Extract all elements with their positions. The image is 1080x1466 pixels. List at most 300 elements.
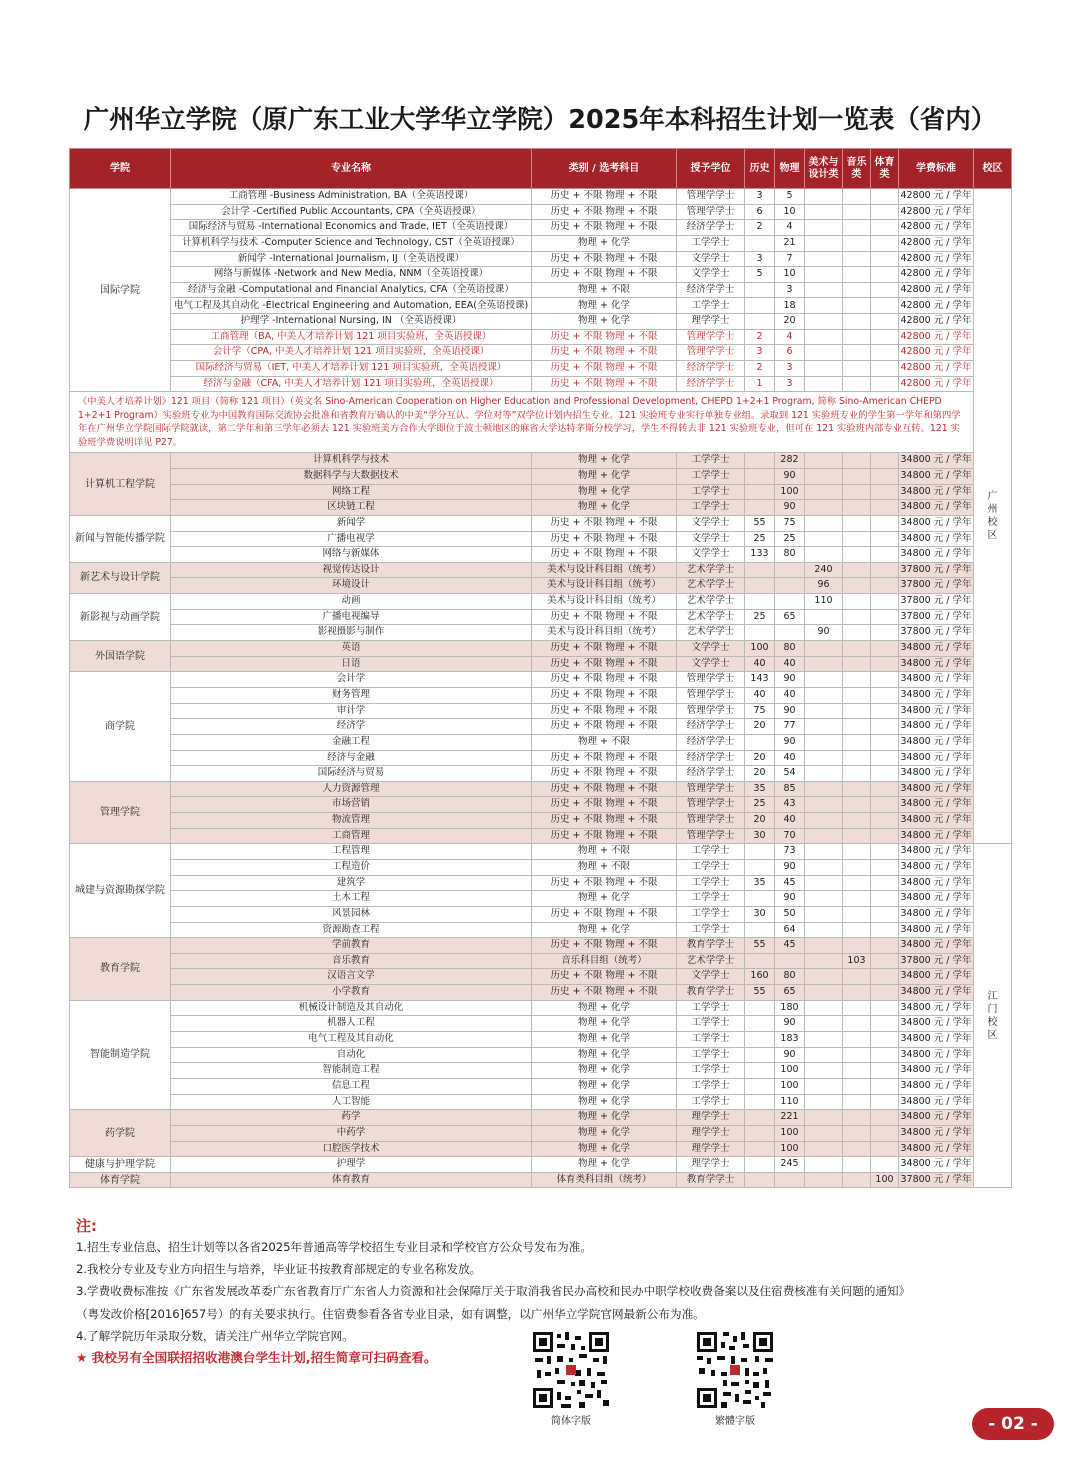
fee-cell: 42800 元 / 学年 — [899, 235, 974, 251]
music-count-cell — [843, 938, 871, 954]
major-cell: 体育教育 — [171, 1172, 532, 1188]
major-cell: 工商管理 -Business Administration, BA（全英语授课） — [171, 189, 532, 205]
table-row — [70, 251, 1012, 267]
music-count-cell — [843, 703, 871, 719]
physics-count-cell: 100 — [775, 1078, 805, 1094]
history-count-cell — [745, 1032, 775, 1048]
qr-icon — [531, 1330, 611, 1410]
degree-cell: 工学学士 — [677, 453, 745, 469]
table-row — [70, 1078, 1012, 1094]
table-row — [70, 953, 1012, 969]
fee-cell: 42800 元 / 学年 — [899, 189, 974, 205]
category-cell: 历史 + 不限 物理 + 不限 — [532, 641, 677, 657]
music-count-cell — [843, 687, 871, 703]
art-count-cell — [805, 235, 843, 251]
pe-count-cell — [871, 875, 899, 891]
table-row — [70, 1125, 1012, 1141]
major-cell: 会计学 — [171, 672, 532, 688]
category-cell: 历史 + 不限 物理 + 不限 — [532, 189, 677, 205]
music-count-cell — [843, 314, 871, 330]
history-count-cell — [745, 578, 775, 594]
degree-cell: 工学学士 — [677, 922, 745, 938]
art-count-cell — [805, 547, 843, 563]
history-count-cell — [745, 484, 775, 500]
physics-count-cell: 100 — [775, 1063, 805, 1079]
art-count-cell — [805, 1110, 843, 1126]
pe-count-cell — [871, 329, 899, 345]
major-cell: 建筑学 — [171, 875, 532, 891]
art-count-cell — [805, 468, 843, 484]
pe-count-cell — [871, 625, 899, 641]
degree-cell: 工学学士 — [677, 1047, 745, 1063]
pe-count-cell — [871, 220, 899, 236]
major-cell: 工商管理（BA, 中美人才培养计划 121 项目实验班，全英语授课） — [171, 329, 532, 345]
music-count-cell — [843, 376, 871, 392]
category-cell: 物理 + 不限 — [532, 844, 677, 860]
pe-count-cell — [871, 687, 899, 703]
physics-count-cell: 21 — [775, 235, 805, 251]
art-count-cell — [805, 1172, 843, 1188]
history-count-cell: 160 — [745, 969, 775, 985]
table-row — [70, 906, 1012, 922]
physics-count-cell: 100 — [775, 1141, 805, 1157]
pe-count-cell — [871, 1047, 899, 1063]
note-item-3-cont: （粤发改价格[2016]657号）的有关要求执行。住宿费参看各省专业目录，如有调整，以广州华立学院官网最新公布为准。 — [76, 1306, 705, 1321]
art-count-cell — [805, 781, 843, 797]
table-row — [70, 844, 1012, 860]
physics-count-cell: 110 — [775, 1094, 805, 1110]
pe-count-cell — [871, 719, 899, 735]
category-cell: 物理 + 化学 — [532, 500, 677, 516]
art-count-cell — [805, 641, 843, 657]
table-row — [70, 766, 1012, 782]
physics-count-cell: 5 — [775, 189, 805, 205]
major-cell: 网络工程 — [171, 484, 532, 500]
major-cell: 财务管理 — [171, 687, 532, 703]
qr-code-simplified[interactable] — [531, 1330, 611, 1410]
table-row — [70, 515, 1012, 531]
physics-count-cell: 40 — [775, 687, 805, 703]
physics-count-cell: 90 — [775, 891, 805, 907]
category-cell: 物理 + 不限 — [532, 734, 677, 750]
table-row — [70, 314, 1012, 330]
art-count-cell — [805, 609, 843, 625]
fee-cell: 42800 元 / 学年 — [899, 204, 974, 220]
fee-cell: 34800 元 / 学年 — [899, 687, 974, 703]
art-count-cell — [805, 1078, 843, 1094]
art-count-cell — [805, 1016, 843, 1032]
fee-cell: 34800 元 / 学年 — [899, 828, 974, 844]
degree-cell: 经济学学士 — [677, 220, 745, 236]
pe-count-cell — [871, 468, 899, 484]
category-cell: 物理 + 化学 — [532, 922, 677, 938]
major-cell: 网络与新媒体 -Network and New Media, NNM（全英语授课） — [171, 267, 532, 283]
major-cell: 会计学 -Certified Public Accountants, CPA（全英语授课） — [171, 204, 532, 220]
column-header: 专业名称 — [171, 149, 532, 189]
category-cell: 历史 + 不限 物理 + 不限 — [532, 656, 677, 672]
degree-cell: 管理学学士 — [677, 189, 745, 205]
art-count-cell — [805, 969, 843, 985]
physics-count-cell — [775, 625, 805, 641]
major-cell: 土木工程 — [171, 891, 532, 907]
music-count-cell — [843, 875, 871, 891]
category-cell: 物理 + 化学 — [532, 1000, 677, 1016]
degree-cell: 理学学士 — [677, 1141, 745, 1157]
history-count-cell: 3 — [745, 189, 775, 205]
fee-cell: 37800 元 / 学年 — [899, 953, 974, 969]
fee-cell: 37800 元 / 学年 — [899, 562, 974, 578]
fee-cell: 42800 元 / 学年 — [899, 361, 974, 377]
pe-count-cell — [871, 1000, 899, 1016]
pe-count-cell — [871, 906, 899, 922]
pe-count-cell — [871, 813, 899, 829]
category-cell: 物理 + 化学 — [532, 235, 677, 251]
pe-count-cell — [871, 969, 899, 985]
physics-count-cell: 10 — [775, 204, 805, 220]
fee-cell: 42800 元 / 学年 — [899, 376, 974, 392]
pe-count-cell — [871, 1094, 899, 1110]
table-row — [70, 594, 1012, 610]
physics-count-cell: 50 — [775, 906, 805, 922]
major-cell: 新闻学 -International Journalism, IJ（全英语授课） — [171, 251, 532, 267]
art-count-cell — [805, 750, 843, 766]
college-cell: 计算机工程学院 — [70, 453, 171, 516]
art-count-cell — [805, 314, 843, 330]
table-row — [70, 547, 1012, 563]
fee-cell: 34800 元 / 学年 — [899, 484, 974, 500]
category-cell: 历史 + 不限 物理 + 不限 — [532, 938, 677, 954]
physics-count-cell: 18 — [775, 298, 805, 314]
history-count-cell: 133 — [745, 547, 775, 563]
history-count-cell — [745, 859, 775, 875]
history-count-cell: 20 — [745, 750, 775, 766]
table-row — [70, 329, 1012, 345]
physics-count-cell: 90 — [775, 859, 805, 875]
pe-count-cell — [871, 235, 899, 251]
category-cell: 物理 + 化学 — [532, 298, 677, 314]
table-row — [70, 361, 1012, 377]
history-count-cell: 1 — [745, 376, 775, 392]
music-count-cell — [843, 859, 871, 875]
degree-cell: 经济学学士 — [677, 376, 745, 392]
fee-cell: 34800 元 / 学年 — [899, 500, 974, 516]
music-count-cell — [843, 515, 871, 531]
fee-cell: 42800 元 / 学年 — [899, 267, 974, 283]
campus-cell-jiangmen — [974, 844, 1012, 1188]
major-cell: 护理学 — [171, 1157, 532, 1173]
qr-code-traditional[interactable] — [695, 1330, 775, 1410]
music-count-cell — [843, 844, 871, 860]
physics-count-cell: 25 — [775, 531, 805, 547]
degree-cell: 工学学士 — [677, 500, 745, 516]
physics-count-cell: 65 — [775, 609, 805, 625]
college-cell: 教育学院 — [70, 938, 171, 1001]
music-count-cell — [843, 361, 871, 377]
art-count-cell — [805, 1032, 843, 1048]
major-cell: 小学教育 — [171, 985, 532, 1001]
history-count-cell — [745, 1157, 775, 1173]
category-cell: 历史 + 不限 物理 + 不限 — [532, 985, 677, 1001]
college-cell: 体育学院 — [70, 1172, 171, 1188]
physics-count-cell: 4 — [775, 329, 805, 345]
table-row — [70, 656, 1012, 672]
major-cell: 新闻学 — [171, 515, 532, 531]
art-count-cell — [805, 500, 843, 516]
music-count-cell — [843, 797, 871, 813]
pe-count-cell — [871, 1032, 899, 1048]
music-count-cell — [843, 220, 871, 236]
music-count-cell — [843, 594, 871, 610]
degree-cell: 工学学士 — [677, 1032, 745, 1048]
degree-cell: 文学学士 — [677, 969, 745, 985]
physics-count-cell: 90 — [775, 1016, 805, 1032]
music-count-cell — [843, 1000, 871, 1016]
table-row — [70, 484, 1012, 500]
fee-cell: 34800 元 / 学年 — [899, 859, 974, 875]
major-cell: 国际经济与贸易 — [171, 766, 532, 782]
art-count-cell — [805, 1000, 843, 1016]
pe-count-cell — [871, 1157, 899, 1173]
category-cell: 物理 + 化学 — [532, 314, 677, 330]
history-count-cell: 20 — [745, 719, 775, 735]
college-cell: 健康与护理学院 — [70, 1157, 171, 1173]
fee-cell: 34800 元 / 学年 — [899, 1141, 974, 1157]
history-count-cell: 20 — [745, 766, 775, 782]
major-cell: 资源勘查工程 — [171, 922, 532, 938]
degree-cell: 文学学士 — [677, 641, 745, 657]
pe-count-cell — [871, 656, 899, 672]
major-cell: 口腔医学技术 — [171, 1141, 532, 1157]
pe-count-cell — [871, 251, 899, 267]
table-row — [70, 235, 1012, 251]
history-count-cell — [745, 1094, 775, 1110]
major-cell: 学前教育 — [171, 938, 532, 954]
fee-cell: 34800 元 / 学年 — [899, 531, 974, 547]
table-row — [70, 531, 1012, 547]
category-cell: 物理 + 不限 — [532, 859, 677, 875]
art-count-cell — [805, 220, 843, 236]
music-count-cell — [843, 1157, 871, 1173]
major-cell: 人力资源管理 — [171, 781, 532, 797]
fee-cell: 34800 元 / 学年 — [899, 468, 974, 484]
history-count-cell: 35 — [745, 781, 775, 797]
category-cell: 历史 + 不限 物理 + 不限 — [532, 345, 677, 361]
physics-count-cell: 70 — [775, 828, 805, 844]
table-row — [70, 189, 1012, 205]
music-count-cell — [843, 251, 871, 267]
history-count-cell — [745, 953, 775, 969]
degree-cell: 理学学士 — [677, 1110, 745, 1126]
major-cell: 数据科学与大数据技术 — [171, 468, 532, 484]
table-row — [70, 1000, 1012, 1016]
art-count-cell — [805, 672, 843, 688]
category-cell: 历史 + 不限 物理 + 不限 — [532, 251, 677, 267]
physics-count-cell: 43 — [775, 797, 805, 813]
category-cell: 物理 + 化学 — [532, 1047, 677, 1063]
college-cell: 管理学院 — [70, 781, 171, 844]
art-count-cell — [805, 891, 843, 907]
table-row — [70, 813, 1012, 829]
category-cell: 历史 + 不限 物理 + 不限 — [532, 329, 677, 345]
major-cell: 经济与金融（CFA, 中美人才培养计划 121 项目实验班，全英语授课） — [171, 376, 532, 392]
physics-count-cell: 80 — [775, 641, 805, 657]
column-header: 美术与设计类 — [805, 149, 843, 189]
college-cell: 新艺术与设计学院 — [70, 562, 171, 593]
history-count-cell — [745, 1047, 775, 1063]
history-count-cell: 55 — [745, 938, 775, 954]
category-cell: 历史 + 不限 物理 + 不限 — [532, 828, 677, 844]
music-count-cell — [843, 578, 871, 594]
physics-count-cell: 20 — [775, 314, 805, 330]
major-cell: 电气工程及其自动化 -Electrical Engineering and Automation, EEA(全英语授课) — [171, 298, 532, 314]
art-count-cell — [805, 953, 843, 969]
history-count-cell — [745, 1078, 775, 1094]
music-count-cell — [843, 345, 871, 361]
music-count-cell — [843, 766, 871, 782]
degree-cell: 理学学士 — [677, 1157, 745, 1173]
music-count-cell — [843, 1078, 871, 1094]
degree-cell: 经济学学士 — [677, 282, 745, 298]
degree-cell: 艺术学学士 — [677, 578, 745, 594]
physics-count-cell: 64 — [775, 922, 805, 938]
category-cell: 历史 + 不限 物理 + 不限 — [532, 672, 677, 688]
history-count-cell: 25 — [745, 797, 775, 813]
pe-count-cell — [871, 703, 899, 719]
history-count-cell: 35 — [745, 875, 775, 891]
page-title: 广州华立学院（原广东工业大学华立学院）2025年本科招生计划一览表（省内） — [83, 105, 997, 135]
history-count-cell: 143 — [745, 672, 775, 688]
campus-label: 江门校区 — [987, 990, 998, 1041]
table-row — [70, 641, 1012, 657]
music-count-cell — [843, 750, 871, 766]
degree-cell: 管理学学士 — [677, 703, 745, 719]
notes-heading: 注: — [76, 1217, 97, 1235]
physics-count-cell: 75 — [775, 515, 805, 531]
category-cell: 历史 + 不限 物理 + 不限 — [532, 875, 677, 891]
table-row — [70, 562, 1012, 578]
pe-count-cell — [871, 314, 899, 330]
table-row — [70, 875, 1012, 891]
degree-cell: 艺术学学士 — [677, 594, 745, 610]
fee-cell: 34800 元 / 学年 — [899, 1125, 974, 1141]
enrollment-table — [69, 148, 1012, 1188]
fee-cell: 34800 元 / 学年 — [899, 1047, 974, 1063]
history-count-cell: 40 — [745, 687, 775, 703]
table-row — [70, 1172, 1012, 1188]
art-count-cell — [805, 734, 843, 750]
degree-cell: 工学学士 — [677, 859, 745, 875]
category-cell: 历史 + 不限 物理 + 不限 — [532, 220, 677, 236]
major-cell: 动画 — [171, 594, 532, 610]
major-cell: 日语 — [171, 656, 532, 672]
degree-cell: 文学学士 — [677, 531, 745, 547]
college-cell: 商学院 — [70, 672, 171, 781]
degree-cell: 经济学学士 — [677, 734, 745, 750]
table-row — [70, 1110, 1012, 1126]
pe-count-cell — [871, 376, 899, 392]
category-cell: 物理 + 化学 — [532, 1110, 677, 1126]
fee-cell: 34800 元 / 学年 — [899, 515, 974, 531]
major-cell: 国际经济与贸易 -International Economics and Trade, IET（全英语授课） — [171, 220, 532, 236]
major-cell: 护理学 -International Nursing, IN （全英语授课） — [171, 314, 532, 330]
degree-cell: 教育学学士 — [677, 985, 745, 1001]
table-row — [70, 282, 1012, 298]
hk-macau-taiwan-note: ★ 我校另有全国联招招收港澳台学生计划,招生简章可扫码查看。 — [76, 1350, 437, 1366]
college-cell: 智能制造学院 — [70, 1000, 171, 1109]
physics-count-cell: 100 — [775, 484, 805, 500]
fee-cell: 34800 元 / 学年 — [899, 719, 974, 735]
history-count-cell: 30 — [745, 906, 775, 922]
music-count-cell — [843, 734, 871, 750]
degree-cell: 工学学士 — [677, 298, 745, 314]
degree-cell: 管理学学士 — [677, 813, 745, 829]
music-count-cell — [843, 985, 871, 1001]
major-cell: 物流管理 — [171, 813, 532, 829]
column-header: 历史 — [745, 149, 775, 189]
physics-count-cell: 90 — [775, 500, 805, 516]
category-cell: 历史 + 不限 物理 + 不限 — [532, 969, 677, 985]
history-count-cell — [745, 1016, 775, 1032]
music-count-cell — [843, 189, 871, 205]
music-count-cell — [843, 969, 871, 985]
art-count-cell — [805, 1094, 843, 1110]
major-cell: 网络与新媒体 — [171, 547, 532, 563]
category-cell: 美术与设计科目组（统考） — [532, 562, 677, 578]
fee-cell: 34800 元 / 学年 — [899, 1110, 974, 1126]
category-cell: 历史 + 不限 物理 + 不限 — [532, 376, 677, 392]
pe-count-cell — [871, 1110, 899, 1126]
history-count-cell: 75 — [745, 703, 775, 719]
degree-cell: 工学学士 — [677, 1094, 745, 1110]
history-count-cell — [745, 1172, 775, 1188]
physics-count-cell: 3 — [775, 282, 805, 298]
degree-cell: 工学学士 — [677, 906, 745, 922]
physics-count-cell: 40 — [775, 813, 805, 829]
degree-cell: 艺术学学士 — [677, 625, 745, 641]
physics-count-cell: 221 — [775, 1110, 805, 1126]
category-cell: 历史 + 不限 物理 + 不限 — [532, 267, 677, 283]
category-cell: 物理 + 化学 — [532, 1063, 677, 1079]
pe-count-cell — [871, 547, 899, 563]
column-header: 物理 — [775, 149, 805, 189]
pe-count-cell — [871, 828, 899, 844]
pe-count-cell: 100 — [871, 1172, 899, 1188]
physics-count-cell: 90 — [775, 703, 805, 719]
art-count-cell — [805, 656, 843, 672]
music-count-cell — [843, 547, 871, 563]
major-cell: 视觉传达设计 — [171, 562, 532, 578]
table-row — [70, 797, 1012, 813]
major-cell: 工商管理 — [171, 828, 532, 844]
music-count-cell: 103 — [843, 953, 871, 969]
fee-cell: 34800 元 / 学年 — [899, 656, 974, 672]
college-cell: 国际学院 — [70, 189, 171, 392]
art-count-cell — [805, 719, 843, 735]
major-cell: 会计学（CPA, 中美人才培养计划 121 项目实验班，全英语授课） — [171, 345, 532, 361]
history-count-cell — [745, 922, 775, 938]
history-count-cell — [745, 891, 775, 907]
pe-count-cell — [871, 859, 899, 875]
fee-cell: 42800 元 / 学年 — [899, 298, 974, 314]
physics-count-cell: 100 — [775, 1125, 805, 1141]
art-count-cell: 90 — [805, 625, 843, 641]
category-cell: 历史 + 不限 物理 + 不限 — [532, 719, 677, 735]
fee-cell: 42800 元 / 学年 — [899, 314, 974, 330]
music-count-cell — [843, 813, 871, 829]
history-count-cell: 100 — [745, 641, 775, 657]
table-row — [70, 828, 1012, 844]
fee-cell: 37800 元 / 学年 — [899, 594, 974, 610]
